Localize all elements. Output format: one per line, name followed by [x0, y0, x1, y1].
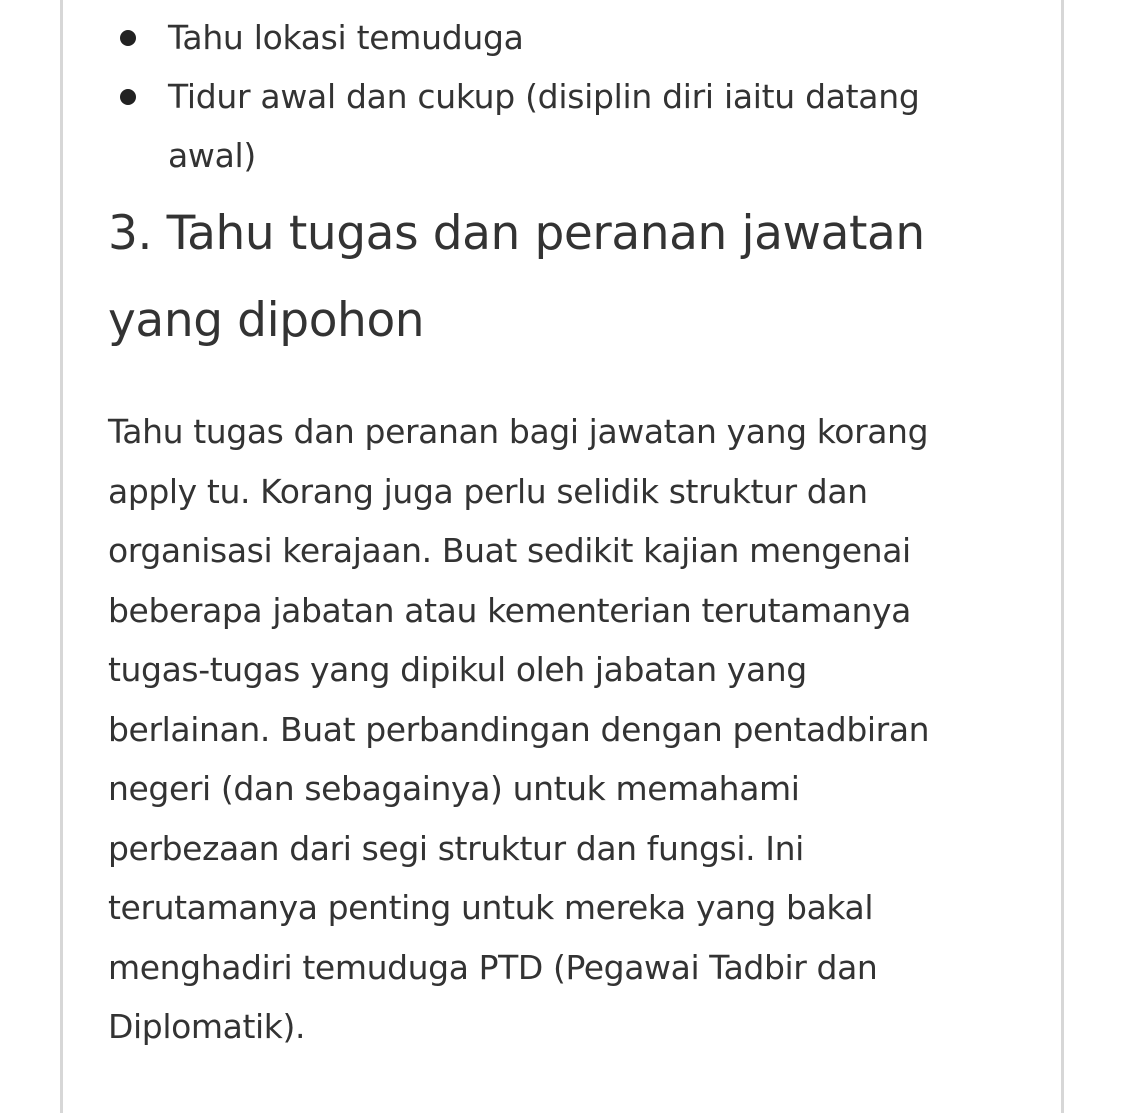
paragraph-line: negeri (dan sebagainya) untuk memahami — [108, 769, 800, 808]
paragraph-line: menghadiri temuduga PTD (Pegawai Tadbir dan — [108, 947, 878, 987]
list-item — [108, 67, 1008, 185]
list-item — [108, 8, 1008, 67]
paragraph-line: organisasi kerajaan. Buat sedikit kajian mengenai — [108, 531, 911, 570]
tips-bullet-list — [108, 8, 1008, 185]
section-heading-line: yang dipohon — [108, 293, 425, 348]
section-heading-line: 3. Tahu tugas dan peranan jawatan — [108, 206, 925, 261]
list-item-text-line: awal) — [168, 136, 256, 175]
section-paragraph — [108, 402, 1008, 1057]
bullet-icon — [120, 30, 136, 46]
content-frame-left-border — [60, 0, 63, 1113]
paragraph-line: beberapa jabatan atau kementerian terutamanya — [108, 590, 911, 630]
paragraph-line: terutamanya penting untuk mereka yang bakal — [108, 888, 874, 927]
list-item-text-line: Tidur awal dan cukup (disiplin diri iaitu datang — [168, 77, 920, 116]
paragraph-line: tugas-tugas yang dipikul oleh jabatan yang — [108, 650, 807, 689]
paragraph-line: perbezaan dari segi struktur dan fungsi. Ini — [108, 828, 804, 868]
paragraph-line: Tahu tugas dan peranan bagi jawatan yang korang — [108, 412, 929, 451]
content-frame-right-border — [1061, 0, 1064, 1113]
list-item-text: Tahu lokasi temuduga — [168, 18, 524, 57]
section-heading — [108, 190, 1008, 364]
paragraph-line: Diplomatik). — [108, 1007, 306, 1046]
paragraph-line: berlainan. Buat perbandingan dengan pentadbiran — [108, 709, 930, 749]
bullet-icon — [120, 89, 136, 105]
paragraph-line: apply tu. Korang juga perlu selidik struktur dan — [108, 471, 868, 511]
